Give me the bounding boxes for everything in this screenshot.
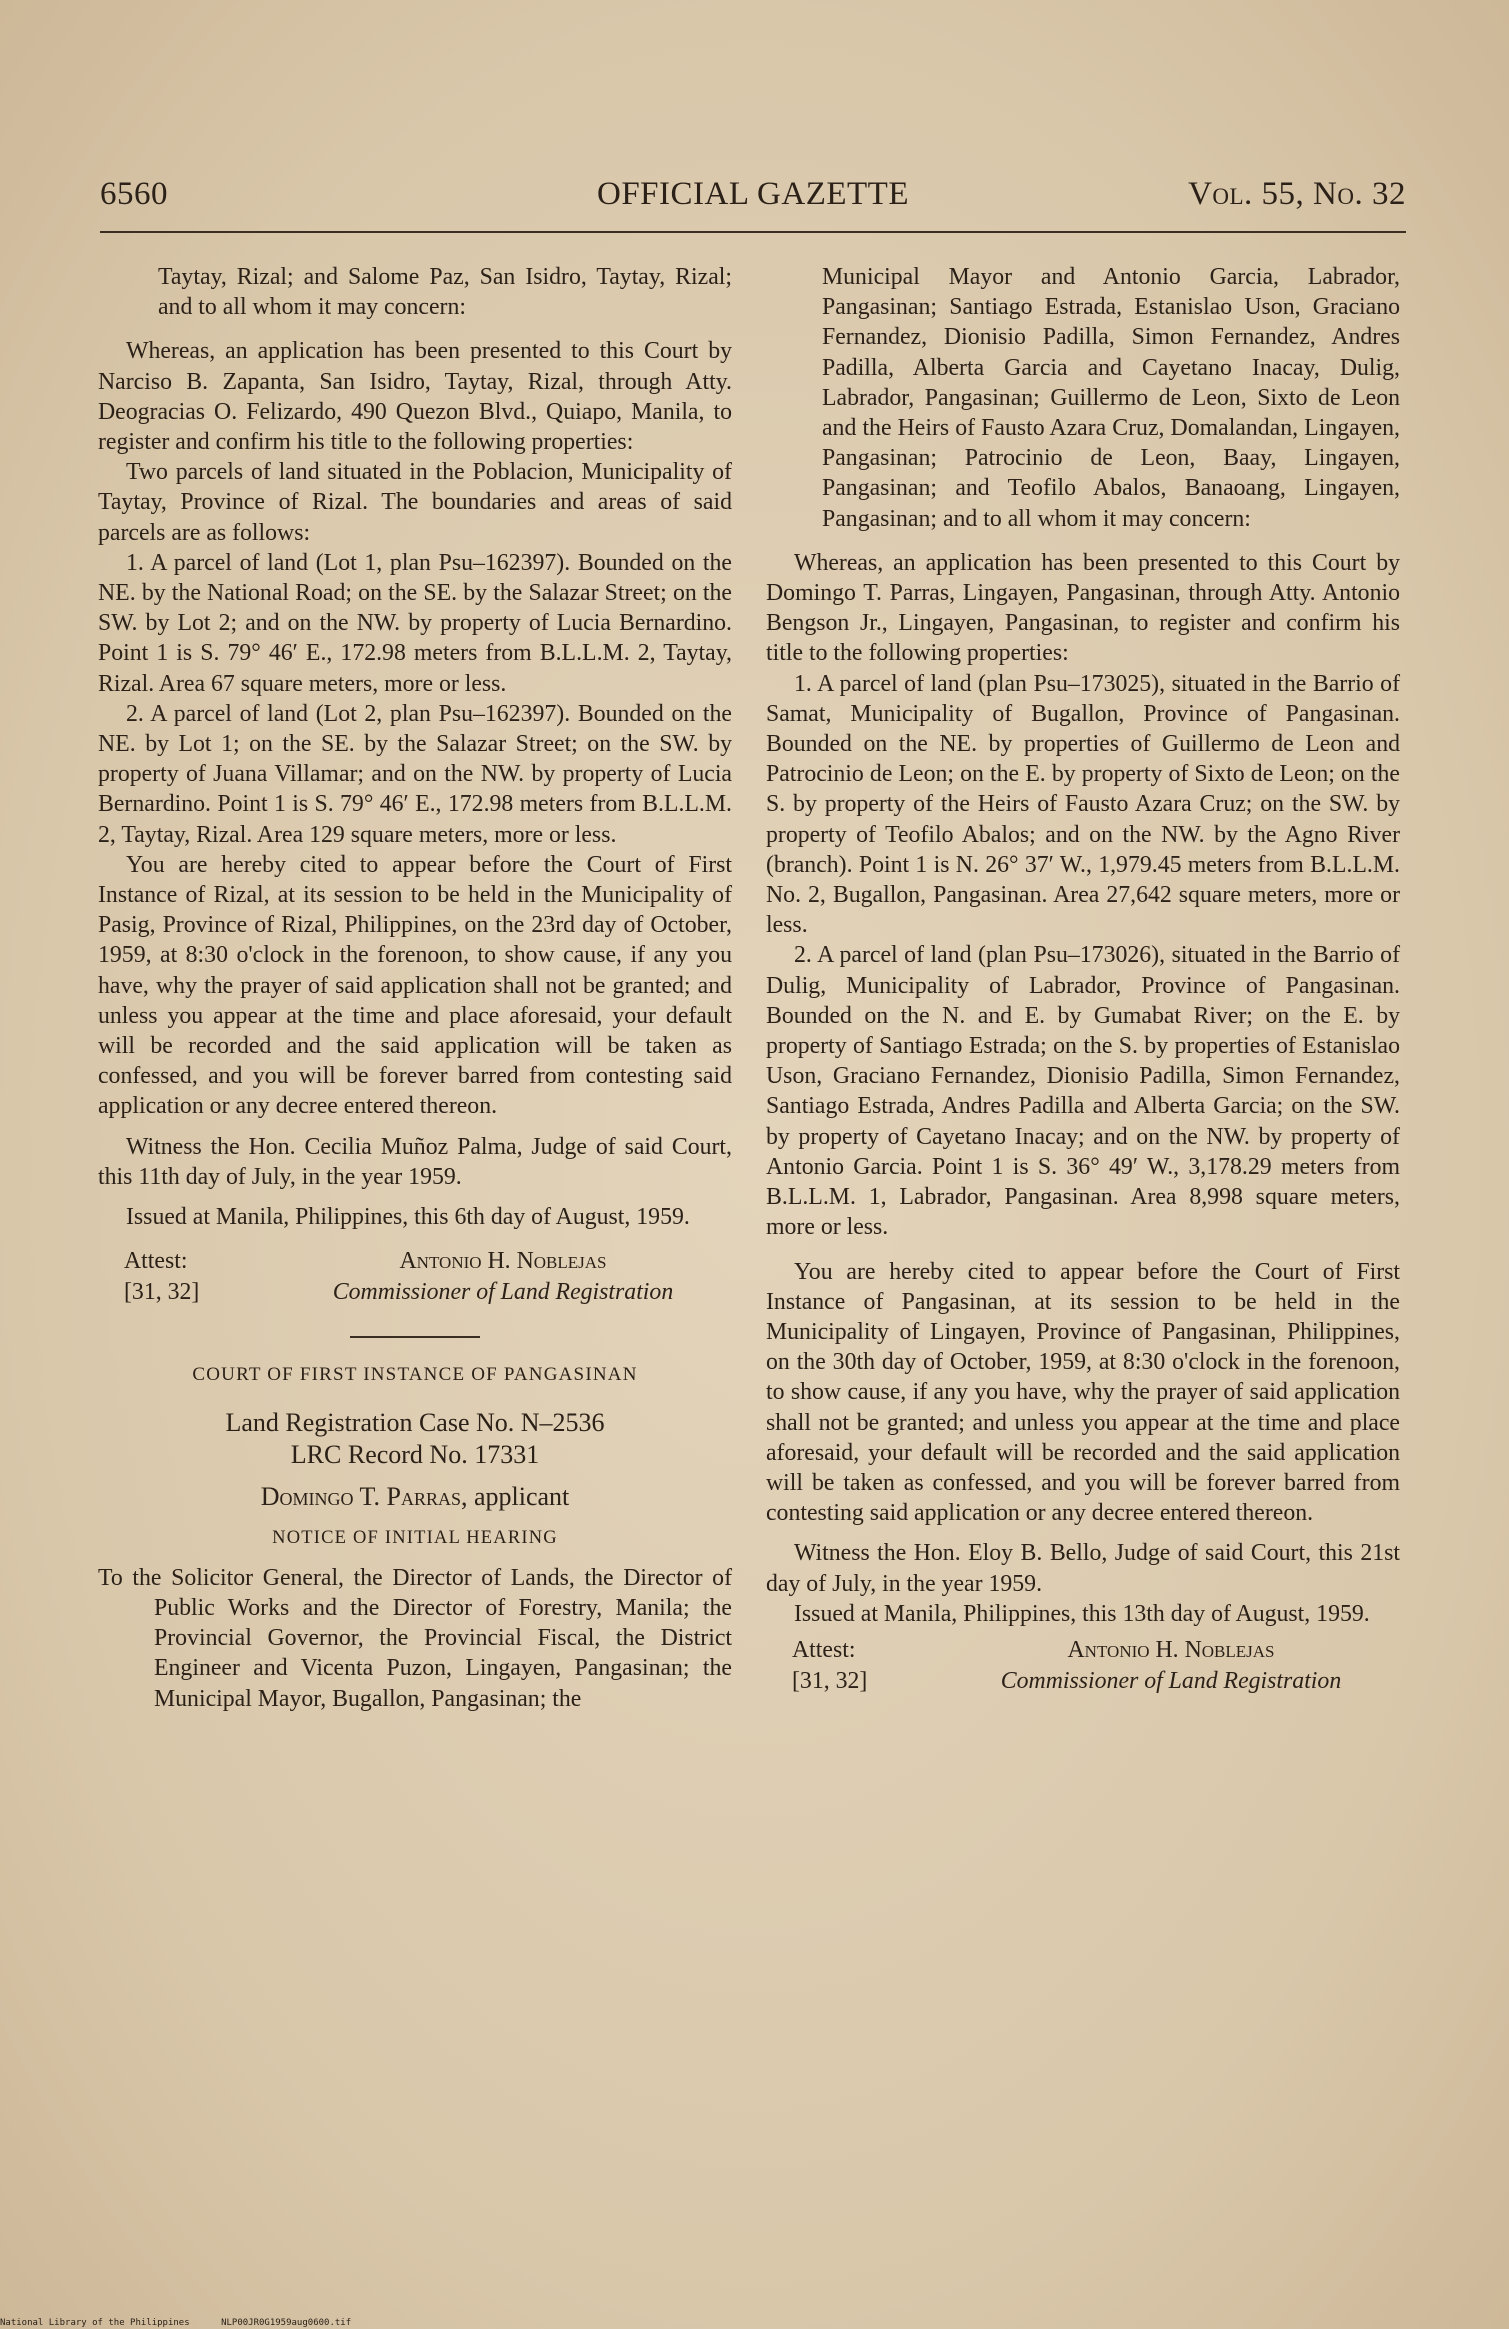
commissioner-name: Antonio H. Noblejas — [399, 1248, 607, 1275]
page-header — [100, 176, 1406, 216]
attestation-block — [98, 1246, 732, 1308]
attest-reference-2: [31, 32] — [792, 1667, 868, 1694]
section-divider — [350, 1336, 480, 1338]
court-heading: COURT OF FIRST INSTANCE OF PANGASINAN — [192, 1364, 638, 1386]
attest-label: Attest: — [124, 1248, 188, 1275]
parcel-2-description-2: 2. A parcel of land (plan Psu–173026), situated in the Barrio of Dulig, Municipality of Labrador, Province of Pangasinan. Bounded on the N. and E. by Gumabat River; on the E. by property of Santiago Estrada; on the S. by properties of Estanislao Uson, Graciano Fernandez, Dionisio Padilla, Simon Fernandez, Santiago Estrada, Andres Padilla and Alberta Garcia; on the SW. by property of Cayetano Inacay; and on the NW. by property of Antonio Garcia. Point 1 is S. 36° 49′ W., 3,178.29 meters from B.L.L.M. 1, Labrador, Pangasinan. Area 8,998 square meters, more or less. — [766, 942, 1400, 1241]
lrc-record: LRC Record No. 17331 — [290, 1439, 540, 1469]
attestation-block-2 — [766, 1635, 1400, 1697]
volume-number: Vol. 55, No. 32 — [1188, 176, 1406, 212]
citation-paragraph-2: You are hereby cited to appear before the Court of First Instance of Pangasinan, at its session to be held in the Municipality of Lingayen, Province of Pangasinan, Philippines, on the 30th day of October, 1959, at 8:30 o'clock in the forenoon, to show cause, if any you have, why the prayer of said application shall not be granted; and unless you appear at the time and place aforesaid, your default will be recorded and the said application will be taken as confessed, and you will be forever barred from contesting said application or any decree entered thereon. — [766, 1258, 1400, 1527]
applicant-line — [98, 1481, 732, 1513]
header-rule — [100, 231, 1406, 233]
witness-paragraph: Witness the Hon. Cecilia Muñoz Palma, Judge of said Court, this 11th day of July, in the year 1959. — [98, 1133, 732, 1190]
citation-paragraph: You are hereby cited to appear before the Court of First Instance of Rizal, at its session to be held in the Municipality of Pasig, Province of Rizal, Philippines, on the 23rd day of October, 1959, at 8:30 o'clock in the forenoon, to show cause, if any you have, why the prayer of said application shall not be granted; and unless you appear at the time and place aforesaid, your default will be recorded and the said application will be taken as confessed, and you will be forever barred from contesting said application or any decree entered thereon. — [98, 851, 732, 1120]
attest-label-2: Attest: — [792, 1636, 856, 1663]
parcels-intro: Two parcels of land situated in the Poblacion, Municipality of Taytay, Province of Rizal. The boundaries and areas of said parcels are as follows: — [98, 459, 732, 546]
parcel-2-description: 2. A parcel of land (Lot 2, plan Psu–162397). Bounded on the NE. by Lot 1; on the SE. by the Salazar Street; on the SW. by property of Juana Villamar; and on the NW. by property of Lucia Bernardino. Point 1 is S. 79° 46′ E., 172.98 meters from B.L.L.M. 2, Taytay, Rizal. Area 129 square meters, more or less. — [98, 700, 732, 848]
parcel-1-description: 1. A parcel of land (Lot 1, plan Psu–162397). Bounded on the NE. by the National Road; on the SE. by the Salazar Street; on the SW. by Lot 2; and on the NW. by property of Lucia Bernardino. Point 1 is S. 79° 46′ E., 172.98 meters from B.L.L.M. 2, Taytay, Rizal. Area 67 square meters, more or less. — [98, 549, 732, 697]
library-credit: National Library of the Philippines — [0, 2318, 190, 2328]
commissioner-title: Commissioner of Land Registration — [332, 1279, 674, 1306]
scan-footer — [0, 2318, 377, 2328]
right-column — [766, 262, 1400, 1697]
issued-paragraph: Issued at Manila, Philippines, this 6th day of August, 1959. — [126, 1204, 690, 1231]
publication-title: OFFICIAL GAZETTE — [597, 176, 909, 212]
applicant-role: , applicant — [460, 1481, 570, 1511]
page-number: 6560 — [100, 176, 168, 212]
left-column — [98, 262, 732, 1714]
commissioner-title-2: Commissioner of Land Registration — [1000, 1667, 1342, 1694]
witness-paragraph-2: Witness the Hon. Eloy B. Bello, Judge of said Court, this 21st day of July, in the year 1959. — [766, 1540, 1400, 1597]
case-number: Land Registration Case No. N–2536 — [225, 1407, 605, 1437]
commissioner-name-2: Antonio H. Noblejas — [1067, 1636, 1275, 1663]
addressee-list-continued: Municipal Mayor and Antonio Garcia, Labrador, Pangasinan; Santiago Estrada, Estanislao Uson, Graciano Fernandez, Dionisio Padilla, Simon Fernandez, Andres Padilla, Alberta Garcia and Cayetano Inacay, Dulig, Labrador, Pangasinan; Guillermo de Leon, Sixto de Leon and the Heirs of Fausto Azara Cruz, Domalandan, Lingayen, Pangasinan; Patrocinio de Leon, Baay, Lingayen, Pangasinan; and Teofilo Abalos, Banaoang, Lingayen, Pangasinan; and to all whom it may concern: — [822, 264, 1400, 532]
applicant-name: Domingo T. Parras — [260, 1481, 461, 1511]
addressee-continuation: Taytay, Rizal; and Salome Paz, San Isidro, Taytay, Rizal; and to all whom it may concern: — [158, 264, 732, 321]
attest-reference: [31, 32] — [124, 1279, 200, 1306]
parcel-1-description-2: 1. A parcel of land (plan Psu–173025), situated in the Barrio of Samat, Municipality of Bugallon, Province of Pangasinan. Bounded on the NE. by properties of Guillermo de Leon and Patrocinio de Leon; on the E. by property of Sixto de Leon; on the S. by property of the Heirs of Fausto Azara Cruz; on the SW. by property of Teofilo Abalos; and on the NW. by the Agno River (branch). Point 1 is N. 26° 37′ W., 1,979.45 meters from B.L.L.M. No. 2, Bugallon, Pangasinan. Area 27,642 square meters, more or less. — [766, 670, 1400, 939]
application-paragraph: Whereas, an application has been presented to this Court by Narciso B. Zapanta, San Isidro, Taytay, Rizal, through Atty. Deogracias O. Felizardo, 490 Quezon Blvd., Quiapo, Manila, to register and confirm his title to the following properties: — [98, 338, 732, 456]
notice-heading: NOTICE OF INITIAL HEARING — [272, 1527, 558, 1548]
addressee-list: To the Solicitor General, the Director of Lands, the Director of Public Works and the Director of Forestry, Manila; the Provincial Governor, the Provincial Fiscal, the District Engineer and Vicenta Puzon, Lingayen, Pangasinan; the Municipal Mayor, Bugallon, Pangasinan; the — [98, 1564, 732, 1712]
application-paragraph-2: Whereas, an application has been presented to this Court by Domingo T. Parras, Lingayen, Pangasinan, through Atty. Antonio Bengson Jr., Lingayen, Pangasinan, to register and confirm his title to the following properties: — [766, 549, 1400, 667]
file-name: NLP00JR0G1959aug0600.tif — [221, 2318, 352, 2328]
issued-paragraph-2: Issued at Manila, Philippines, this 13th day of August, 1959. — [794, 1600, 1370, 1627]
